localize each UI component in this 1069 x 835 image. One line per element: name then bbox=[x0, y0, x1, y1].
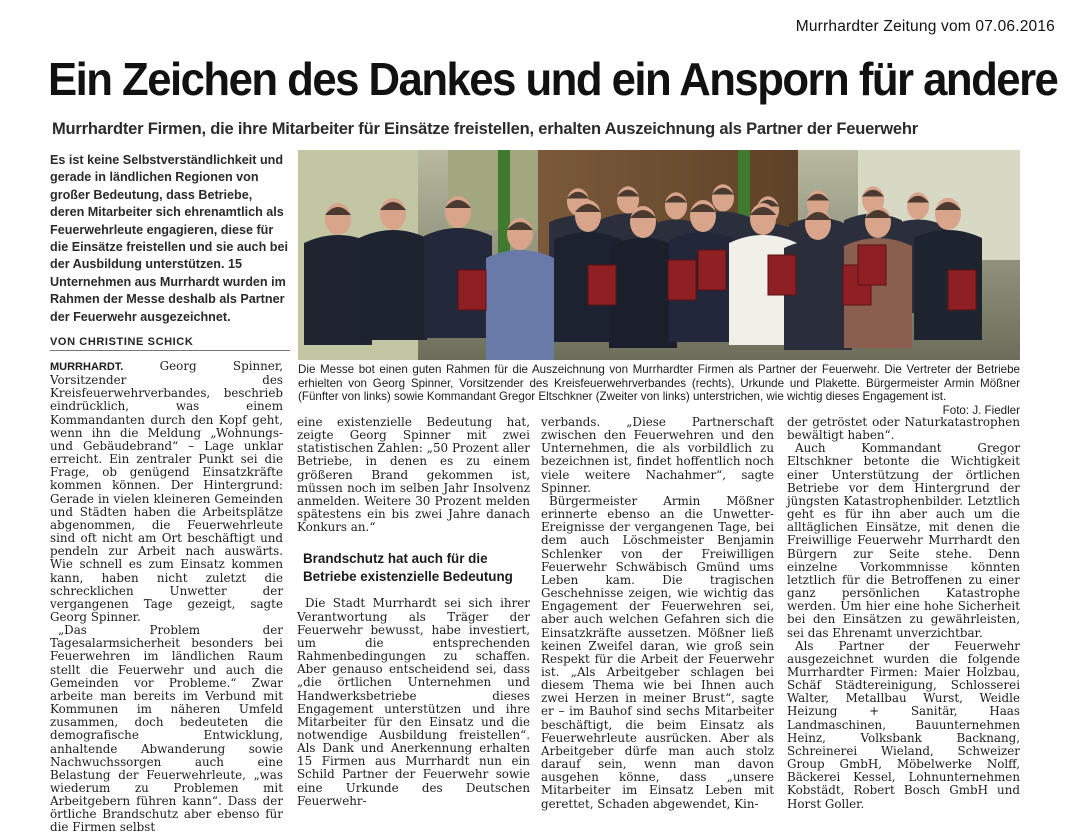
intermediate-heading: Brandschutz hat auch für die Betriebe existenzielle Bedeutung bbox=[303, 551, 513, 584]
paragraph: „Das Problem der Tagesalarmsicherheit besonders bei Feuerwehren im ländlichen Raum stellt die Feuerwehr und auch die Gemeinden vor Probleme.“ Zwar arbeite man bereits im Verbund mit Kommunen im näheren Umfeld zusammen, doch bedeuteten die demografische Entwicklung, anhaltende Abwanderung sowie Nachwuchssorgen auch eine Belastung der Feuerwehrleute, „was wiederum zu Problemen mit Arbeitgebern führen kann“. Dass der örtliche Brandschutz aber ebenso für die Firmen selbst bbox=[50, 623, 283, 835]
caption-text: Die Messe bot einen guten Rahmen für die Auszeichnung von Murrhardter Firmen als Partner der Feuerwehr. Die Vertreter der Betriebe erhielten von Georg Spinner, Vorsitzender des Kreisfeuerwehrverbandes (rechts), Urkunde und Plakette. Bürgermeister Armin Mößner (Fünfter von links) sowie Kommandant Gregor Eltschkner (Zweiter von links) unterstrichen, wie wichtig dieses Engagement ist. bbox=[298, 363, 1020, 404]
certificate-plaque bbox=[948, 270, 976, 310]
paragraph: Die Stadt Murrhardt sei sich ihrer Verantwortung als Träger der Feuerwehr bewusst, habe investiert, um die entsprechenden Rahmenbedingungen zu schaffen. Aber genauso entscheidend sei, dass „die örtlichen Unternehmen und Handwerksbetriebe dieses Engagement unterstützen und ihre Mitarbeiter für den Einsatz und die notwendige Ausbildung freistellen“. Als Dank und Anerkennung erhalten 15 Firmen aus Murrhardt nun ein Schild Partner der Feuerwehr sowie eine Urkunde des Deutschen Feuerwehr- bbox=[297, 596, 530, 808]
certificate-plaque bbox=[858, 245, 886, 285]
source-line: Murrhardter Zeitung vom 07.06.2016 bbox=[795, 18, 1055, 35]
photo-credit: Foto: J. Fiedler bbox=[942, 403, 1020, 417]
paragraph: verbands. „Diese Partnerschaft zwischen den Feuerwehren und den Unternehmen, die als vorbildlich zu bezeichnen ist, findet hoffentlich noch viele weitere Nachahmer“, sagte Spinner. bbox=[541, 415, 774, 495]
people-group bbox=[304, 184, 982, 360]
byline: VON CHRISTINE SCHICK bbox=[50, 336, 290, 351]
certificate-plaque bbox=[668, 260, 696, 300]
headline: Ein Zeichen des Dankes und ein Ansporn für andere bbox=[48, 53, 1058, 105]
article-column-2 bbox=[297, 416, 530, 808]
group-photo-illustration bbox=[298, 150, 1020, 360]
photo-caption bbox=[298, 363, 1020, 417]
certificate-plaque bbox=[768, 255, 796, 295]
subheadline: Murrhardter Firmen, die ihre Mitarbeiter für Einsätze freistellen, erhalten Auszeichnung als Partner der Feuerwehr bbox=[52, 120, 918, 138]
certificate-plaque bbox=[698, 250, 726, 290]
paragraph: Georg Spinner, Vorsitzender des Kreisfeuerwehrverbandes, beschrieb eindrücklich, was einem Kommandanten durch den Kopf geht, wenn ihn die Meldung „Wohnungs- und Gebäudebrand“ – Lage unklar erreicht. Ein zentraler Punkt sei die Frage, ob genügend Einsatzkräfte kommen können. Der Hintergrund: Gerade in vielen kleineren Gemeinden und Städten haben die Arbeitsplätze abgenommen, die Feuerwehrleute sind oft nicht am Ort beschäftigt und pendeln zur Arbeit nach auswärts. Wie schnell es zum Einsatz kommen kann, haben nicht zuletzt die schrecklichen Unwetter der vergangenen Tage gezeigt, sagte Georg Spinner. bbox=[50, 359, 284, 624]
paragraph: Als Partner der Feuerwehr ausgezeichnet wurden die folgende Murrhardter Firmen: Maier Holzbau, Schäf Städtereinigung, Schlosserei Walter, Metallbau Wurst, Weidle Heizung + Sanitär, Haas Landmaschinen, Bauunternehmen Heinz, Volksbank Backnang, Schreinerei Wieland, Schweizer Group GmbH, Möbelwerke Nolff, Bäckerei Kessel, Lohnunternehmen Kobstädt, Robert Bosch GmbH und Horst Goller. bbox=[787, 638, 1020, 811]
paragraph: eine existenzielle Bedeutung hat, zeigte Georg Spinner mit zwei statistischen Zahlen: „50 Prozent aller Betriebe, in denen es zu einem größeren Brand gekommen ist, müssen noch im selben Jahr Insolvenz anmelden. Weitere 30 Prozent melden spätestens ein bis zwei Jahre danach Konkurs an.“ bbox=[297, 415, 530, 535]
article-column-1 bbox=[50, 360, 283, 835]
group-photo bbox=[298, 150, 1020, 360]
certificate-plaque bbox=[458, 270, 486, 310]
article-column-4 bbox=[787, 416, 1020, 811]
paragraph: der getröstet oder Naturkatastrophen bewältigt haben“. bbox=[787, 415, 1020, 443]
certificate-plaque bbox=[588, 265, 616, 305]
dateline: MURRHARDT. bbox=[50, 361, 124, 373]
lead-paragraph: Es ist keine Selbstverständlichkeit und gerade in ländlichen Regionen von großer Bedeutung, dass Betriebe, deren Mitarbeiter sich ehrenamtlich als Feuerwehrleute engagieren, diese für die Einsätze freistellen und sie auch bei der Ausbildung unterstützen. 15 Unternehmen aus Murrhardt wurden im Rahmen der Messe deshalb als Partner der Feuerwehr ausgezeichnet. bbox=[50, 153, 288, 324]
article-column-3 bbox=[541, 416, 774, 811]
paragraph: Bürgermeister Armin Mößner erinnerte ebenso an die Unwetter-Ereignisse der vergangenen Tage, bei dem auch Löschmeister Benjamin Schlenker von der Freiwilligen Feuerwehr Schwäbisch Gmünd ums Leben kam. Die tragischen Geschehnisse zeigen, wie wichtig das Engagement der Feuerwehren sei, aber auch welchen Gefahren sich die Einsatzkräfte aussetzen. Mößner ließ keinen Zweifel daran, wie groß sein Respekt für die Arbeit der Feuerwehr ist. „Als Arbeitgeber schlagen bei diesem Thema wie bei Ihnen auch zwei Herzen in meiner Brust“, sagte er – im Bauhof sind sechs Mitarbeiter beschäftigt, die beim Einsatz als Feuerwehrleute ausrücken. Aber als Arbeitgeber dürfe man auch stolz darauf sein, wenn man davon ausgehen könne, dass „unsere Mitarbeiter im Einsatz Leben mit gerettet, Schaden abgewendet, Kin- bbox=[541, 493, 774, 811]
paragraph: Auch Kommandant Gregor Eltschkner betonte die Wichtigkeit einer Unterstützung der örtlichen Betriebe vor dem Hintergrund der jüngsten Katastrophenbilder. Letztlich geht es für ihn aber auch um die alltäglichen Einsätze, mit denen die Freiwillige Feuerwehr Murrhardt den Bürgern zur Seite stehe. Denn einzelne Vorkommnisse könnten letztlich für die Betroffenen zu einer ganz persönlichen Katastrophe werden. Um hier eine hohe Sicherheit bei den Einsätzen zu gewährleisten, sei das Ehrenamt unverzichtbar. bbox=[787, 441, 1020, 640]
